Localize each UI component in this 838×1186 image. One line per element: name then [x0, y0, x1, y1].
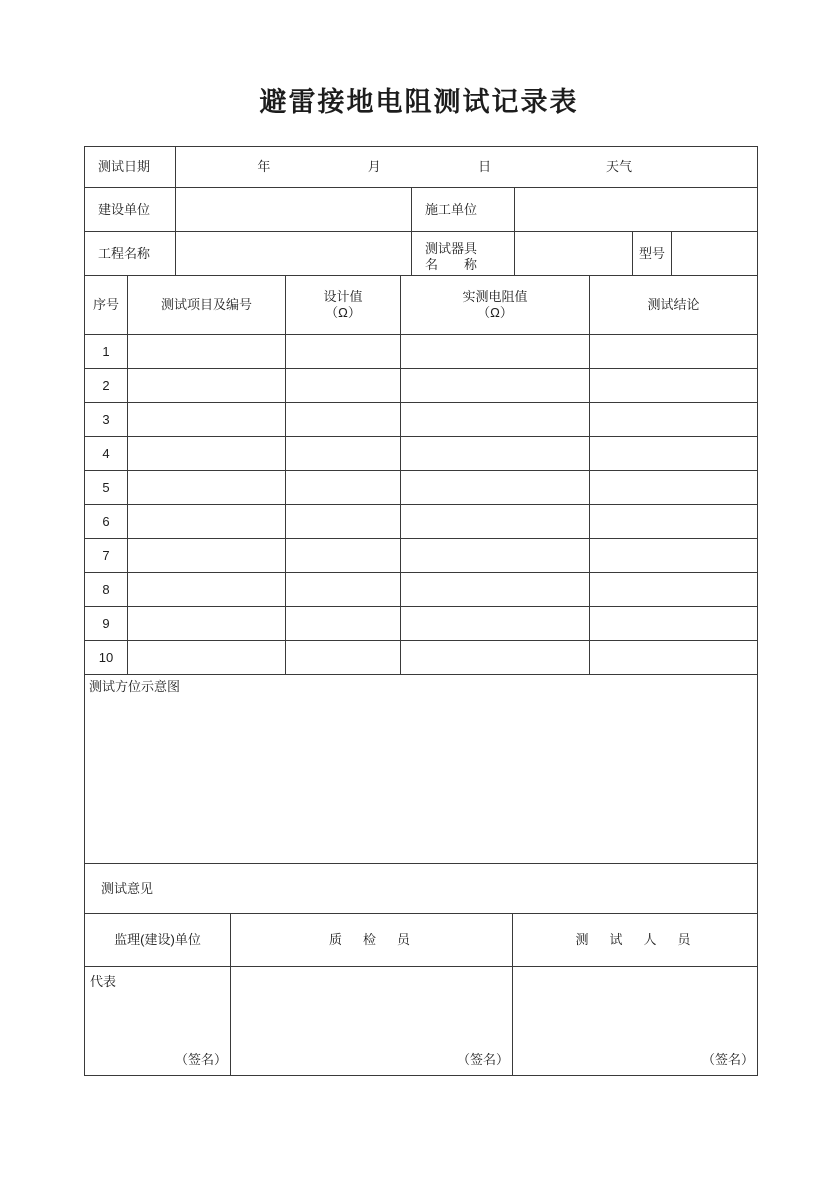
measured-value-label: 实测电阻值 [462, 289, 528, 304]
design-value-cell[interactable] [286, 437, 401, 470]
diagram-row [85, 675, 757, 864]
conclusion-cell[interactable] [590, 573, 757, 606]
test-item-cell[interactable] [128, 641, 286, 674]
model-label: 型号 [633, 232, 672, 275]
col-header-no: 序号 [85, 276, 128, 334]
day-label: 日 [478, 159, 492, 174]
design-value-cell[interactable] [286, 573, 401, 606]
instrument-label-line1: 测试器具 [425, 240, 478, 256]
design-value-cell[interactable] [286, 471, 401, 504]
tester-signature-area[interactable] [513, 967, 757, 1075]
conclusion-cell[interactable] [590, 437, 757, 470]
test-item-cell[interactable] [128, 369, 286, 402]
test-item-cell[interactable] [128, 505, 286, 538]
measured-value-cell[interactable] [401, 437, 590, 470]
test-item-cell[interactable] [128, 539, 286, 572]
project-name-label: 工程名称 [85, 232, 176, 275]
row-number: 7 [85, 539, 128, 572]
conclusion-cell[interactable] [590, 641, 757, 674]
measured-value-unit: （Ω） [477, 305, 513, 320]
design-value-cell[interactable] [286, 403, 401, 436]
project-name-field[interactable] [176, 232, 412, 275]
test-date-label: 测试日期 [85, 147, 176, 187]
col-header-design-value [286, 276, 401, 334]
test-item-cell[interactable] [128, 607, 286, 640]
design-value-unit: （Ω） [325, 305, 361, 320]
design-value-cell[interactable] [286, 641, 401, 674]
row-number: 6 [85, 505, 128, 538]
design-value-cell[interactable] [286, 539, 401, 572]
test-item-cell[interactable] [128, 573, 286, 606]
builder-unit-field[interactable] [515, 188, 757, 231]
tester-sign-label: （签名） [701, 1052, 754, 1067]
measurement-header-row [85, 276, 757, 335]
conclusion-cell[interactable] [590, 471, 757, 504]
construction-unit-field[interactable] [176, 188, 412, 231]
table-row [85, 573, 757, 607]
test-item-cell[interactable] [128, 335, 286, 368]
table-row [85, 539, 757, 573]
units-row [85, 188, 757, 232]
row-number: 2 [85, 369, 128, 402]
table-row [85, 403, 757, 437]
supervisor-unit-header: 监理(建设)单位 [85, 914, 231, 966]
row-number: 9 [85, 607, 128, 640]
col-header-conclusion: 测试结论 [647, 297, 700, 312]
conclusion-cell[interactable] [590, 335, 757, 368]
conclusion-cell[interactable] [590, 607, 757, 640]
year-label: 年 [257, 159, 271, 174]
measured-value-cell[interactable] [401, 607, 590, 640]
supervisor-sign-label: （签名） [174, 1052, 227, 1067]
design-value-cell[interactable] [286, 505, 401, 538]
row-number: 10 [85, 641, 128, 674]
table-row [85, 641, 757, 675]
construction-unit-label: 建设单位 [85, 188, 176, 231]
table-row [85, 437, 757, 471]
opinion-row [85, 864, 757, 914]
inspector-signature-area[interactable] [231, 967, 513, 1075]
record-form-table [84, 146, 758, 1076]
table-row [85, 505, 757, 539]
row-number: 8 [85, 573, 128, 606]
conclusion-cell[interactable] [590, 403, 757, 436]
test-date-field[interactable] [176, 147, 757, 187]
page-title: 避雷接地电阻测试记录表 [259, 87, 579, 117]
measured-value-cell[interactable] [401, 573, 590, 606]
measured-value-cell[interactable] [401, 403, 590, 436]
representative-label: 代表 [90, 974, 117, 989]
measured-value-cell[interactable] [401, 471, 590, 504]
diagram-label: 测试方位示意图 [89, 679, 181, 694]
supervisor-signature-area[interactable] [85, 967, 231, 1075]
signature-body-row [85, 967, 757, 1075]
quality-inspector-header: 质 检 员 [231, 914, 513, 966]
measured-value-cell[interactable] [401, 369, 590, 402]
row-number: 3 [85, 403, 128, 436]
weather-label: 天气 [605, 159, 632, 174]
opinion-area[interactable] [85, 864, 757, 913]
test-item-cell[interactable] [128, 437, 286, 470]
signature-header-row [85, 914, 757, 967]
table-row [85, 471, 757, 505]
row-number: 1 [85, 335, 128, 368]
model-field[interactable] [672, 232, 757, 275]
diagram-area[interactable] [85, 675, 757, 863]
design-value-cell[interactable] [286, 607, 401, 640]
col-header-measured-value [401, 276, 590, 334]
instrument-name-field[interactable] [515, 232, 633, 275]
table-row [85, 369, 757, 403]
instrument-label-line2: 名 称 [425, 256, 478, 272]
builder-unit-label: 施工单位 [412, 188, 515, 231]
conclusion-cell[interactable] [590, 369, 757, 402]
row-number: 5 [85, 471, 128, 504]
design-value-cell[interactable] [286, 369, 401, 402]
row-number: 4 [85, 437, 128, 470]
conclusion-cell[interactable] [590, 539, 757, 572]
inspector-sign-label: （签名） [456, 1052, 509, 1067]
design-value-cell[interactable] [286, 335, 401, 368]
test-personnel-header: 测 试 人 员 [575, 932, 695, 947]
test-item-cell[interactable] [128, 471, 286, 504]
date-row [85, 147, 757, 188]
conclusion-cell[interactable] [590, 505, 757, 538]
table-row [85, 335, 757, 369]
table-row [85, 607, 757, 641]
month-label: 月 [367, 159, 381, 174]
instrument-name-label [412, 232, 515, 275]
measured-value-cell[interactable] [401, 335, 590, 368]
measured-value-cell[interactable] [401, 505, 590, 538]
test-item-cell[interactable] [128, 403, 286, 436]
project-row [85, 232, 757, 276]
col-header-item: 测试项目及编号 [128, 276, 286, 334]
opinion-label: 测试意见 [101, 880, 154, 896]
measured-value-cell[interactable] [401, 539, 590, 572]
measured-value-cell[interactable] [401, 641, 590, 674]
design-value-label: 设计值 [323, 289, 363, 304]
